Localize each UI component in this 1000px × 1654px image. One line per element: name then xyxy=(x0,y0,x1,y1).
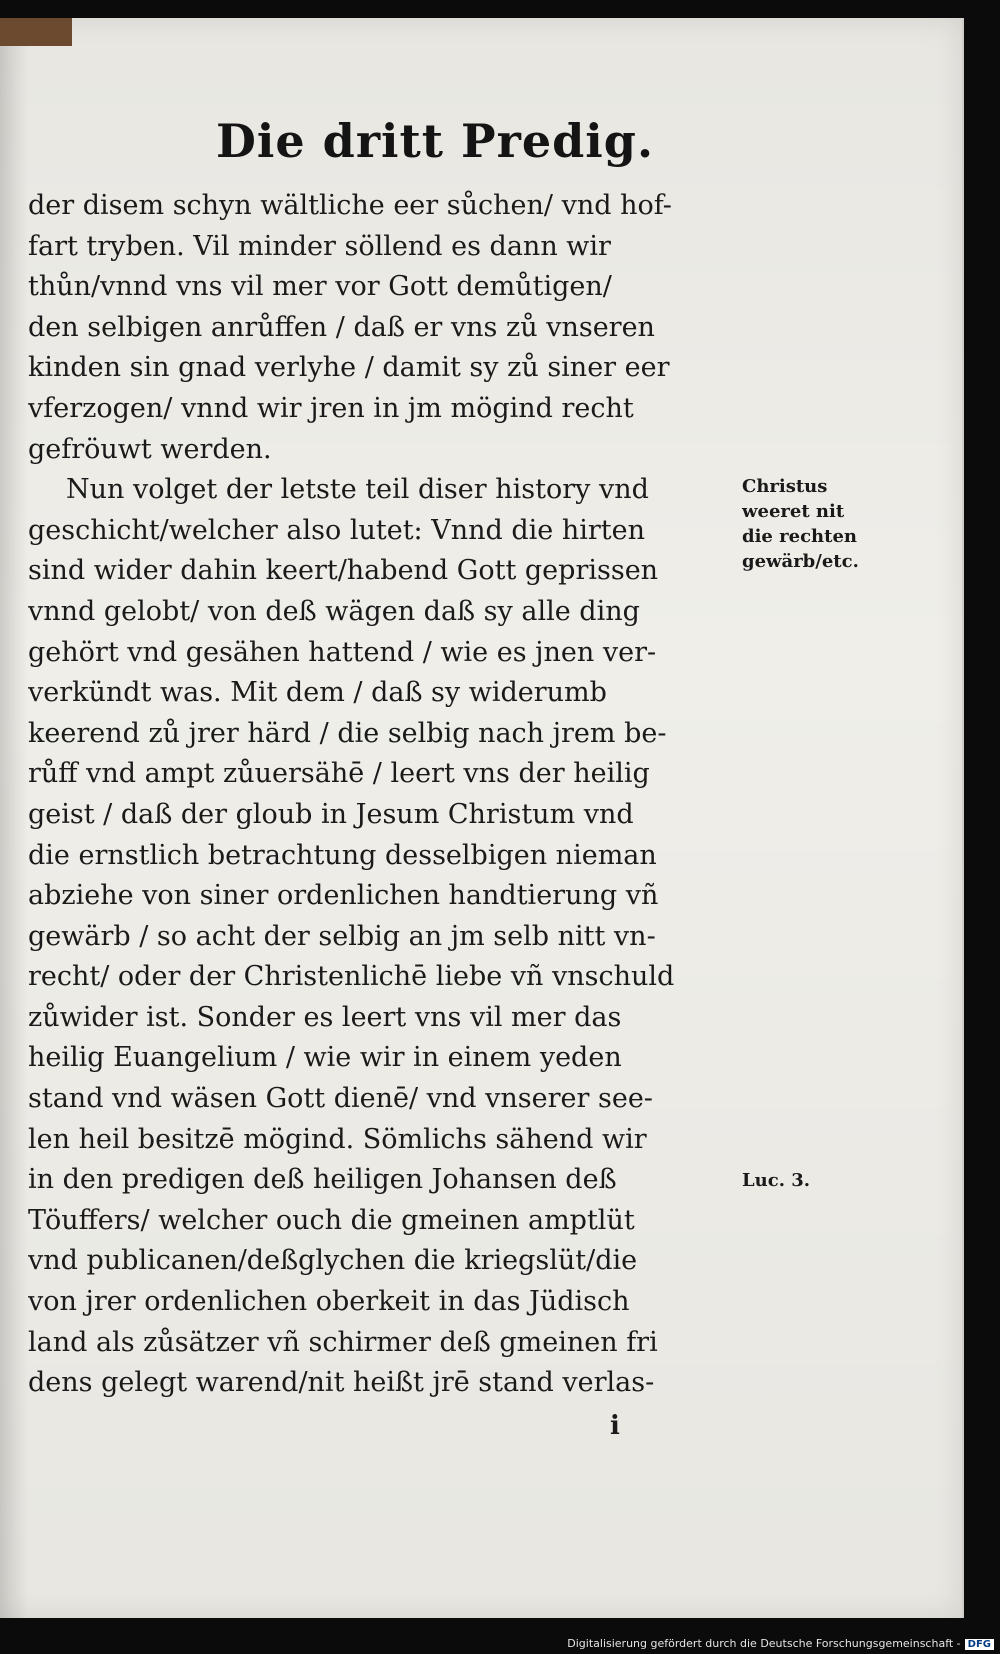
text-line: sind wider dahin keert/habend Gott geprissen xyxy=(28,555,659,587)
text-line: gewärb / so acht der selbig an jm selb nitt vn- xyxy=(28,920,656,952)
book-spine-edge xyxy=(0,18,72,46)
text-line: fart tryben. Vil minder söllend es dann wir xyxy=(28,230,611,262)
text-line: gefröuwt werden. xyxy=(28,433,272,465)
text-line: dens gelegt warend/nit heißt jrē stand verlas- xyxy=(28,1367,655,1399)
text-line: in den predigen deß heiligen Johansen deß xyxy=(28,1164,617,1196)
text-line: vnnd gelobt/ von deß wägen daß sy alle ding xyxy=(28,595,640,627)
credit-text: Digitalisierung gefördert durch die Deutsche Forschungsgemeinschaft - xyxy=(567,1637,961,1650)
dfg-logo: DFG xyxy=(965,1639,994,1650)
text-line: abziehe von siner ordenlichen handtierung vñ xyxy=(28,880,659,912)
text-line: geist / daß der gloub in Jesum Christum vnd xyxy=(28,798,634,830)
text-line: von jrer ordenlichen oberkeit in das Jüdisch xyxy=(28,1286,630,1318)
text-line: keerend zů jrer härd / die selbig nach jrem be- xyxy=(28,717,667,749)
text-line: gehört vnd gesähen hattend / wie es jnen ver- xyxy=(28,636,657,668)
text-line: heilig Euangelium / wie wir in einem yeden xyxy=(28,1042,622,1074)
running-head: Die dritt Predig. xyxy=(216,114,654,168)
text-line: zůwider ist. Sonder es leert vns vil mer das xyxy=(28,1001,622,1033)
body-text xyxy=(28,186,740,1404)
margin-note-line: Christus xyxy=(742,476,828,497)
text-line: len heil besitzē mögind. Sömlichs sähend wir xyxy=(28,1123,647,1155)
text-line: verkündt was. Mit dem / daß sy widerumb xyxy=(28,677,607,709)
margin-note-line: die rechten xyxy=(742,526,857,547)
margin-note-line: weeret nit xyxy=(742,501,845,522)
margin-note-line: gewärb/etc. xyxy=(742,551,859,572)
text-line: stand vnd wäsen Gott dienē/ vnd vnserer see- xyxy=(28,1083,653,1115)
margin-note xyxy=(742,474,859,574)
text-line: thůn/vnnd vns vil mer vor Gott demůtigen/ xyxy=(28,271,612,303)
text-line: růff vnd ampt zůuersähē / leert vns der heilig xyxy=(28,758,650,790)
digitization-credit xyxy=(567,1637,994,1650)
text-line: Töuffers/ welcher ouch die gmeinen amptlüt xyxy=(28,1204,635,1236)
text-line: kinden sin gnad verlyhe / damit sy zů siner eer xyxy=(28,352,670,384)
margin-note-reference xyxy=(742,1168,810,1193)
margin-note-line: Luc. 3. xyxy=(742,1170,811,1191)
text-line: Nun volget der letste teil diser history vnd xyxy=(66,474,649,506)
book-page xyxy=(0,18,964,1618)
text-line: geschicht/welcher also lutet: Vnnd die hirten xyxy=(28,514,646,546)
text-line: land als zůsätzer vñ schirmer deß gmeinen fri xyxy=(28,1326,658,1358)
text-line: vnd publicanen/deßglychen die kriegslüt/die xyxy=(28,1245,638,1277)
text-line: der disem schyn wältliche eer sůchen/ vnd hof- xyxy=(28,190,672,221)
text-line: den selbigen anrůffen / daß er vns zů vnseren xyxy=(28,311,655,343)
text-line: die ernstlich betrachtung desselbigen nieman xyxy=(28,839,657,871)
text-line: vferzogen/ vnnd wir jren in jm mögind recht xyxy=(28,392,634,424)
signature-mark: i xyxy=(610,1411,620,1441)
text-line: recht/ oder der Christenlichē liebe vñ vnschuld xyxy=(28,961,675,993)
